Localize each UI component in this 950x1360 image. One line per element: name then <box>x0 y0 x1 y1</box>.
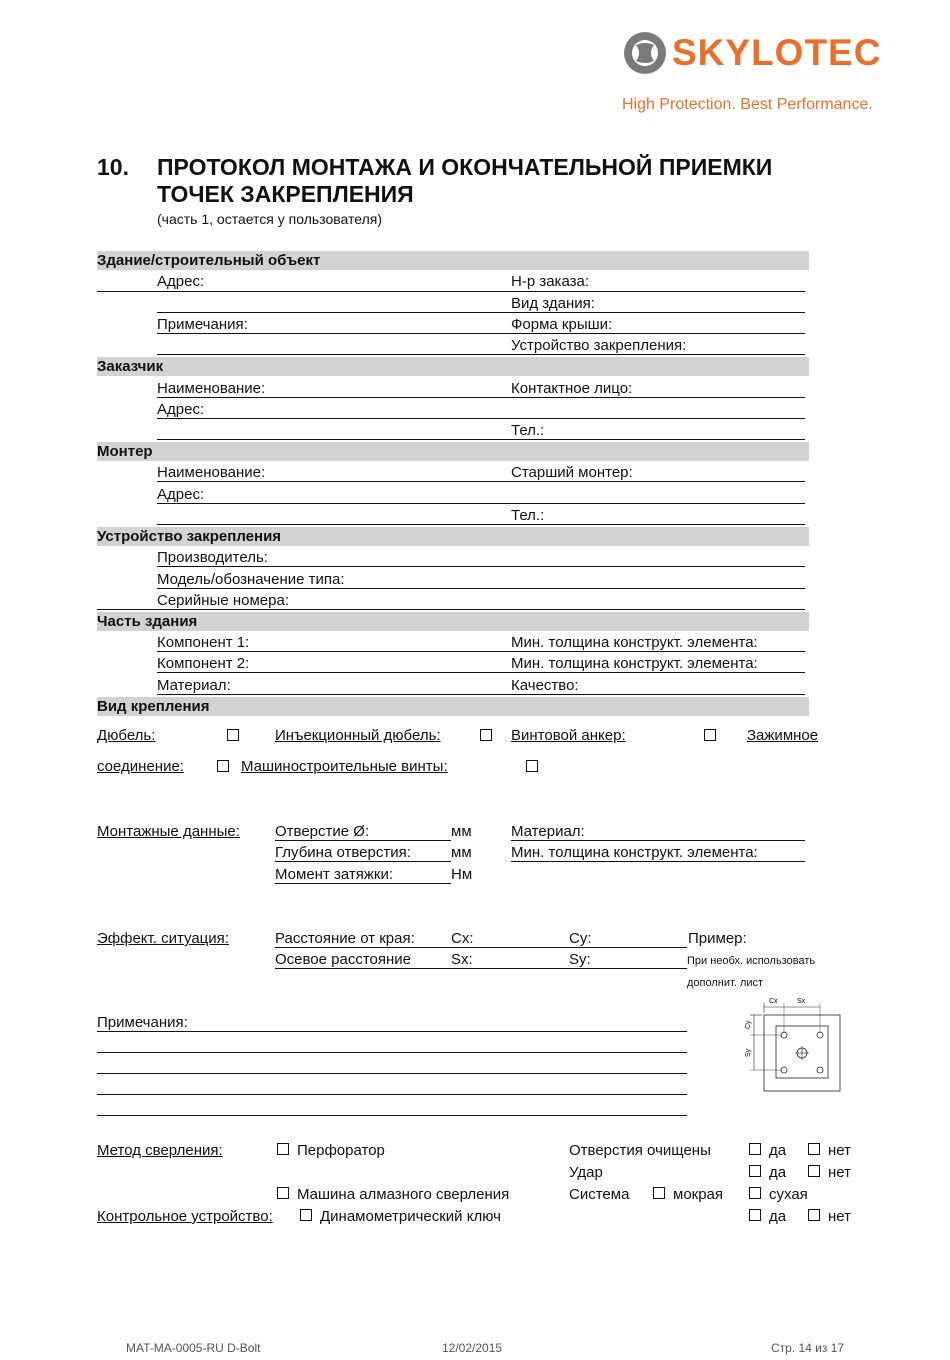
footer-date: 12/02/2015 <box>442 1341 503 1355</box>
torque-label: Момент затяжки: <box>275 866 394 883</box>
customer-address-label: Адрес: <box>157 401 205 418</box>
installer-phone-label: Тел.: <box>511 507 545 524</box>
hole-diameter-label: Отверстие Ø: <box>275 823 370 840</box>
part-material-label: Материал: <box>157 677 231 694</box>
remarks-line-5[interactable] <box>97 1115 687 1116</box>
extra-sheet-note: При необх. использовать <box>687 955 816 967</box>
customer-contact-label: Контактное лицо: <box>511 380 633 397</box>
section-installer-header: Монтер <box>97 442 809 461</box>
system-dry-label: сухая <box>769 1186 808 1203</box>
perforator-label: Перфоратор <box>297 1142 385 1159</box>
customer-phone-label: Тел.: <box>511 422 545 439</box>
customer-phone-line[interactable] <box>157 439 805 440</box>
holes-cleaned-no-checkbox[interactable] <box>808 1143 820 1155</box>
impact-yes-label: да <box>769 1164 787 1181</box>
clamp-label: Зажимное <box>747 727 819 744</box>
control-no-label: нет <box>828 1208 851 1225</box>
torque-wrench-label: Динамометрический ключ <box>320 1208 501 1225</box>
building-notes-label: Примечания: <box>157 316 248 333</box>
system-wet-checkbox[interactable] <box>653 1187 665 1199</box>
footer-page-number: Стр. 14 из 17 <box>771 1341 845 1355</box>
situation-label: Эффект. ситуация: <box>97 930 229 947</box>
diagram-sy-label: Sy <box>745 1048 752 1057</box>
anchor-layout-diagram <box>738 993 844 1095</box>
cx-label: Cx: <box>451 930 474 947</box>
holes-cleaned-yes-checkbox[interactable] <box>749 1143 761 1155</box>
clamp-label-2: соединение: <box>97 758 184 775</box>
component2-label: Компонент 2: <box>157 655 250 672</box>
mounting-material-label: Материал: <box>511 823 585 840</box>
customer-name-label: Наименование: <box>157 380 266 397</box>
control-yes-checkbox[interactable] <box>749 1209 761 1221</box>
page-title-line2: ТОЧЕК ЗАКРЕПЛЕНИЯ <box>157 181 414 207</box>
remarks-line-4[interactable] <box>97 1094 687 1095</box>
torque-line[interactable] <box>275 883 451 884</box>
holes-cleaned-no-label: нет <box>828 1142 851 1159</box>
roof-shape-line[interactable] <box>157 333 805 334</box>
component1-label: Компонент 1: <box>157 634 250 651</box>
system-label: Система <box>569 1186 630 1203</box>
serials-label: Серийные номера: <box>157 592 289 609</box>
remarks-label: Примечания: <box>97 1014 188 1031</box>
impact-yes-checkbox[interactable] <box>749 1165 761 1177</box>
diamond-drill-checkbox[interactable] <box>277 1187 289 1199</box>
section-device-header: Устройство закрепления <box>97 527 809 546</box>
mounting-material-line[interactable] <box>511 840 805 841</box>
installer-name-line[interactable] <box>157 481 805 482</box>
senior-installer-label: Старший монтер: <box>511 464 633 481</box>
logo <box>622 30 912 80</box>
mounting-data-label: Монтажные данные: <box>97 823 240 840</box>
control-no-checkbox[interactable] <box>808 1209 820 1221</box>
roof-shape-label: Форма крыши: <box>511 316 613 333</box>
component2-line[interactable] <box>157 672 805 673</box>
sx-label: Sx: <box>451 951 473 968</box>
quality-label: Качество: <box>511 677 579 694</box>
machine-screws-label: Машиностроительные винты: <box>241 758 448 775</box>
serials-line[interactable] <box>97 609 805 610</box>
dowel-label: Дюбель: <box>97 727 156 744</box>
impact-no-checkbox[interactable] <box>808 1165 820 1177</box>
edge-distance-label: Расстояние от края: <box>275 930 415 947</box>
section-fastening-header: Вид крепления <box>97 697 809 716</box>
building-type-label: Вид здания: <box>511 295 595 312</box>
cy-label: Cy: <box>569 930 592 947</box>
screw-anchor-label: Винтовой анкер: <box>511 727 626 744</box>
manufacturer-label: Производитель: <box>157 549 268 566</box>
min-thickness-2-label: Мин. толщина конструкт. элемента: <box>511 655 758 672</box>
impact-no-label: нет <box>828 1164 851 1181</box>
clamp-checkbox[interactable] <box>217 760 229 772</box>
component1-line[interactable] <box>157 651 805 652</box>
remarks-line-1[interactable] <box>97 1031 687 1032</box>
diagram-cy-label: Cy <box>745 1020 752 1029</box>
customer-name-line[interactable] <box>157 397 805 398</box>
system-wet-label: мокрая <box>673 1186 724 1203</box>
diagram-cx-label: Cx <box>769 998 778 1005</box>
mounting-min-thickness-line[interactable] <box>511 861 805 862</box>
order-no-label: Н-р заказа: <box>511 273 590 290</box>
sy-label: Sy: <box>569 951 591 968</box>
axial-distance-label: Осевое расстояние <box>275 951 412 968</box>
hole-diameter-line[interactable] <box>275 840 451 841</box>
drilling-method-label: Метод сверления: <box>97 1142 223 1159</box>
perforator-checkbox[interactable] <box>277 1143 289 1155</box>
screw-anchor-checkbox[interactable] <box>704 729 716 741</box>
anchor-device-line[interactable] <box>157 354 805 355</box>
axial-distance-line[interactable] <box>275 968 687 969</box>
installer-phone-line[interactable] <box>157 524 805 525</box>
hole-depth-line[interactable] <box>275 861 451 862</box>
hole-depth-unit: мм <box>451 844 472 861</box>
part-material-line[interactable] <box>157 694 805 695</box>
model-label: Модель/обозначение типа: <box>157 571 345 588</box>
holes-cleaned-label: Отверстия очищены <box>569 1142 711 1159</box>
torque-wrench-checkbox[interactable] <box>300 1209 312 1221</box>
diamond-drill-label: Машина алмазного сверления <box>297 1186 510 1203</box>
edge-distance-line[interactable] <box>275 947 687 948</box>
impact-label: Удар <box>569 1164 603 1181</box>
section-building-part-header: Часть здания <box>97 612 809 631</box>
min-thickness-1-label: Мин. толщина конструкт. элемента: <box>511 634 758 651</box>
footer-doc-id: MAT-MA-0005-RU D-Bolt <box>126 1341 261 1355</box>
installer-address-label: Адрес: <box>157 486 205 503</box>
tagline: High Protection. Best Performance. <box>622 96 873 113</box>
building-address-line[interactable] <box>97 291 805 292</box>
control-yes-label: да <box>769 1208 787 1225</box>
control-device-label: Контрольное устройство: <box>97 1208 273 1225</box>
building-type-line[interactable] <box>157 312 805 313</box>
installer-address-line[interactable] <box>157 503 805 504</box>
section-building-header: Здание/строительный объект <box>97 251 809 270</box>
page-title: ПРОТОКОЛ МОНТАЖА И ОКОНЧАТЕЛЬНОЙ ПРИЕМКИ <box>157 154 773 180</box>
extra-sheet-note-2: дополнит. лист <box>687 977 764 989</box>
torque-unit: Нм <box>451 866 473 883</box>
injection-dowel-label: Инъекционный дюбель: <box>275 727 441 744</box>
manufacturer-line[interactable] <box>157 566 805 567</box>
system-dry-checkbox[interactable] <box>749 1187 761 1199</box>
customer-address-line[interactable] <box>157 418 805 419</box>
hole-depth-label: Глубина отверстия: <box>275 844 411 861</box>
skylotec-logo-icon <box>622 30 668 76</box>
page-subtitle: (часть 1, остается у пользователя) <box>157 211 382 227</box>
section-customer-header: Заказчик <box>97 357 809 376</box>
remarks-line-3[interactable] <box>97 1073 687 1074</box>
diagram-sx-label: Sx <box>797 998 806 1005</box>
dowel-checkbox[interactable] <box>227 729 239 741</box>
injection-dowel-checkbox[interactable] <box>480 729 492 741</box>
building-address-label: Адрес: <box>157 273 205 290</box>
logo-text: SKYLOTEC <box>672 32 882 73</box>
mounting-min-thickness-label: Мин. толщина конструкт. элемента: <box>511 844 758 861</box>
section-number: 10. <box>97 154 129 180</box>
holes-cleaned-yes-label: да <box>769 1142 787 1159</box>
hole-diameter-unit: мм <box>451 823 472 840</box>
example-label: Пример: <box>688 930 747 947</box>
model-line[interactable] <box>157 588 805 589</box>
remarks-line-2[interactable] <box>97 1052 687 1053</box>
machine-screws-checkbox[interactable] <box>526 760 538 772</box>
installer-name-label: Наименование: <box>157 464 266 481</box>
anchor-device-label: Устройство закрепления: <box>511 337 687 354</box>
